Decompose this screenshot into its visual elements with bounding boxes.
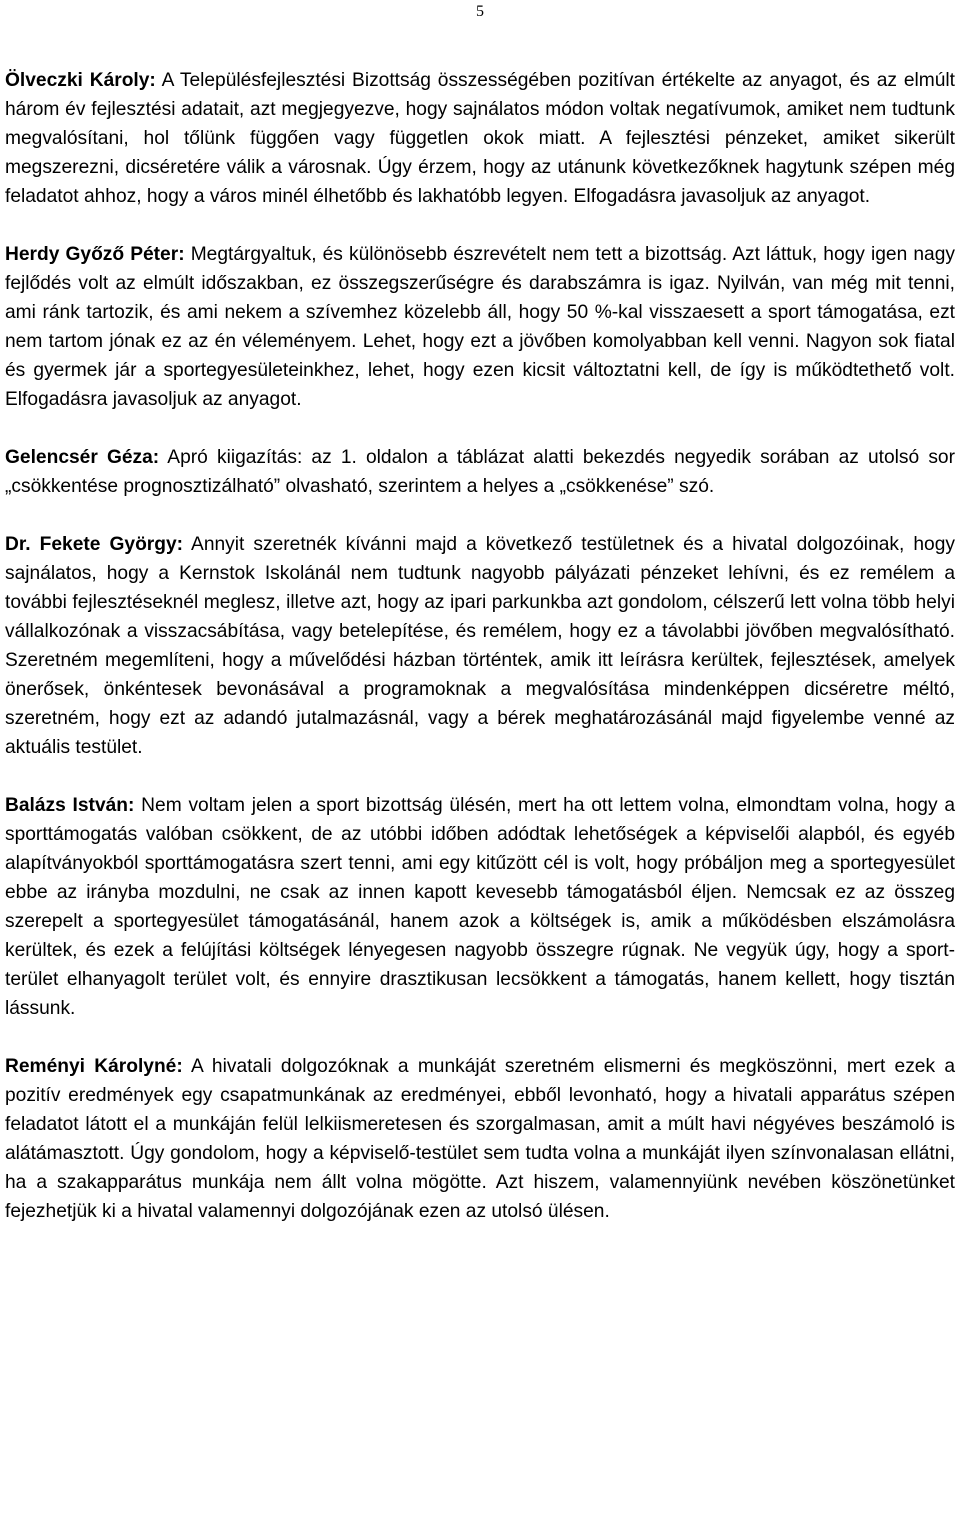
paragraph-text: Apró kiigazítás: az 1. oldalon a táblázat alatti bekezdés negyedik sorában az utolsó sor „csökkentése prognosztizálható” olvasható, szerintem a helyes a „csökkenése” szó.	[5, 447, 955, 497]
speaker-name: Reményi Károlyné:	[5, 1056, 183, 1077]
speaker-name: Ölveczki Károly:	[5, 70, 156, 91]
minutes-body	[5, 66, 955, 1255]
paragraph-remenyi	[5, 1052, 955, 1226]
page-number: 5	[476, 3, 484, 20]
paragraph-balazs	[5, 791, 955, 1023]
paragraph-text: Annyit szeretnék kívánni majd a következő testületnek és a hivatal dolgozóinak, hogy sajnálatos, hogy a Kernstok Iskolánál nem tudtunk nagyobb pályázati pénzeket lehívni, és ez remélem a további fejlesztéseknél meglesz, illetve azt, hogy az ipari parkunkba azt gondolom, célszerű lett volna több helyi vállalkozónak a visszacsábítása, vagy betelepítése, és remélem, hogy ez a távolabbi jövőben megvalósítható. Szeretném megemlíteni, hogy a művelődési házban történtek, amik itt leírásra kerültek, fejlesztések, amelyek önerősek, önkéntesek bevonásával a programoknak a megvalósítása mindenképpen dicséretre méltó, szeretném, hogy ezt az adandó jutalmazásnál, vagy a bérek meghatározásánál majd figyelembe venné az aktuális testület.	[5, 534, 955, 758]
paragraph-text: Megtárgyaltuk, és különösebb észrevételt nem tett a bizottság. Azt láttuk, hogy igen nagy fejlődés volt az elmúlt időszakban, ez összegszerűségre és darabszámra is igaz. Nyilván, van még mit tenni, ami ránk tartozik, és ami nekem a szívemhez közelebb áll, hogy 50 %-kal visszaesett a sport támogatása, ezt nem tartom jónak ez az én véleményem. Lehet, hogy ezt a jövőben komolyabban kell venni. Nagyon sok fiatal és gyermek jár a sportegyesületeinkhez, lehet, hogy ezen kicsit változtatni kell, de így is működtethető volt. Elfogadásra javasoljuk az anyagot.	[5, 244, 955, 410]
speaker-name: Balázs István:	[5, 795, 135, 816]
paragraph-text: Nem voltam jelen a sport bizottság ülésén, mert ha ott lettem volna, elmondtam volna, hogy a sporttámogatás valóban csökkent, de az utóbbi időben adódtak lehetőségek a képviselői alapból, és egyéb alapítványokból sporttámogatásra szert tenni, ami egy kitűzött cél is volt, hogy próbáljon meg a sportegyesület ebbe az irányba mozdulni, ne csak az innen kapott kevesebb támogatásból éljen. Nemcsak ez az összeg szerepelt a sportegyesület támogatásánál, hanem azok a költségek is, amik a működésben elszámolásra kerültek, és ezek a felújítási költségek lényegesen nagyobb összegre rúgnak. Ne vegyük úgy, hogy a sport-terület elhanyagolt terület volt, és ennyire drasztikusan lecsökkent a támogatás, hanem kellett, hogy tisztán lássunk.	[5, 795, 955, 1019]
paragraph-text: A Településfejlesztési Bizottság összességében pozitívan értékelte az anyagot, és az elmúlt három év fejlesztési adatait, azt megjegyezve, hogy sajnálatos módon voltak negatívumok, amiket nem tudtunk megvalósítani, hol tőlünk függően vagy független okok miatt. A fejlesztési pénzeket, amiket sikerült megszerezni, dicséretére válik a városnak. Úgy érzem, hogy az utánunk következőknek hagytunk szépen még feladatot ahhoz, hogy a város minél élhetőbb és lakhatóbb legyen. Elfogadásra javasoljuk az anyagot.	[5, 70, 955, 207]
paragraph-herdy	[5, 240, 955, 414]
paragraph-text: A hivatali dolgozóknak a munkáját szeretném elismerni és megköszönni, mert ezek a pozitív eredmények egy csapatmunkának az eredményei, ebből levonható, hogy a hivatali apparátus szépen feladatot látott el a munkáján felül lelkiismeretesen és szorgalmasan, amit a múlt havi négyéves beszámoló is alátámasztott. Úgy gondolom, hogy a képviselő-testület sem tudta volna a munkáját ilyen színvonalasan ellátni, ha a szakapparátus munkája nem állt volna mögötte. Azt hiszem, valamennyiünk nevében köszönetünket fejezhetjük ki a hivatal valamennyi dolgozójának ezen az utolsó ülésen.	[5, 1056, 955, 1222]
paragraph-olveczki	[5, 66, 955, 211]
speaker-name: Herdy Győző Péter:	[5, 244, 185, 265]
speaker-name: Dr. Fekete György:	[5, 534, 184, 555]
paragraph-gelencser	[5, 443, 955, 501]
speaker-name: Gelencsér Géza:	[5, 447, 160, 468]
paragraph-fekete	[5, 530, 955, 762]
